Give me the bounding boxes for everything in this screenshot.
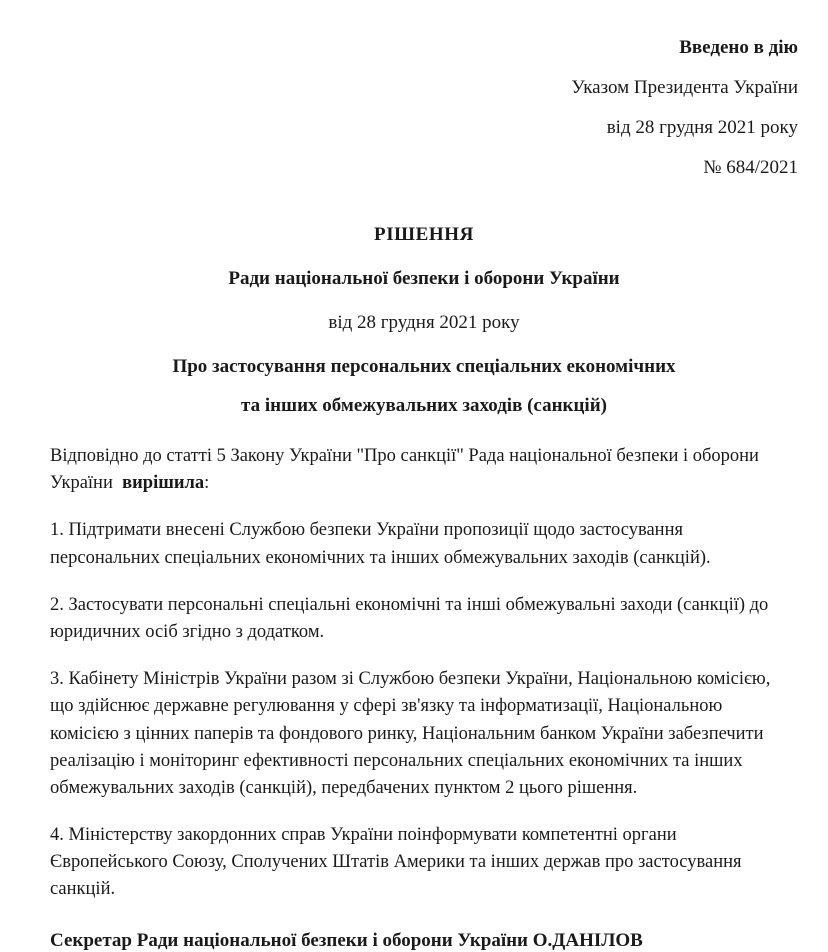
issuing-body: Ради національної безпеки і оборони України (228, 268, 620, 289)
signature-line: Секретар Ради національної безпеки і оборони України О.ДАНІЛОВ (50, 929, 643, 951)
clause-1: 1. Підтримати внесені Службою безпеки України пропозиції щодо застосування персональних спеціальних економічних та інших обмежувальних заходів (санкцій). (50, 520, 711, 568)
enactment-line-1: Введено в дію (679, 37, 798, 58)
clause-4: 4. Міністерству закордонних справ України поінформувати компетентні органи Європейського Союзу, Сполучених Штатів Америки та інших держав про застосування санкцій. (50, 825, 742, 900)
enactment-line-4: № 684/2021 (703, 157, 798, 178)
enactment-line-3: від 28 грудня 2021 року (606, 117, 798, 138)
document-title-block (50, 224, 798, 430)
subject-line-2: та інших обмежувальних заходів (санкцій) (241, 394, 607, 416)
enactment-line-2: Указом Президента України (571, 77, 798, 98)
clause-3: 3. Кабінету Міністрів України разом зі Службою безпеки України, Національною комісією, що здійснює державне регулювання у сфері зв'язку та інформатизації, Національною комісією з цінних паперів та фондового ринку, Національним банком України забезпечити реалізацію і моніторинг ефективності персональних спеціальних економічних та інших обмежувальних заходів (санкцій), передбачених пунктом 2 цього рішення. (50, 669, 771, 798)
preamble-resolved-word: вирішила (122, 473, 205, 494)
document-body (50, 443, 798, 904)
page-title: РІШЕННЯ (373, 224, 475, 245)
subject-line-1: Про застосування персональних спеціальних економічних (172, 356, 676, 377)
clause-2: 2. Застосувати персональні спеціальні економічні та інші обмежувальні заходи (санкції) до юридичних осіб згідно з додатком. (50, 594, 769, 642)
decision-date: від 28 грудня 2021 року (328, 312, 520, 333)
preamble-text-after: : (204, 473, 210, 494)
preamble-text-before: Відповідно до статті 5 Закону України "Про санкції" Рада національної безпеки і оборони України (50, 446, 759, 494)
preamble-paragraph (50, 443, 782, 497)
enactment-header (50, 38, 798, 198)
